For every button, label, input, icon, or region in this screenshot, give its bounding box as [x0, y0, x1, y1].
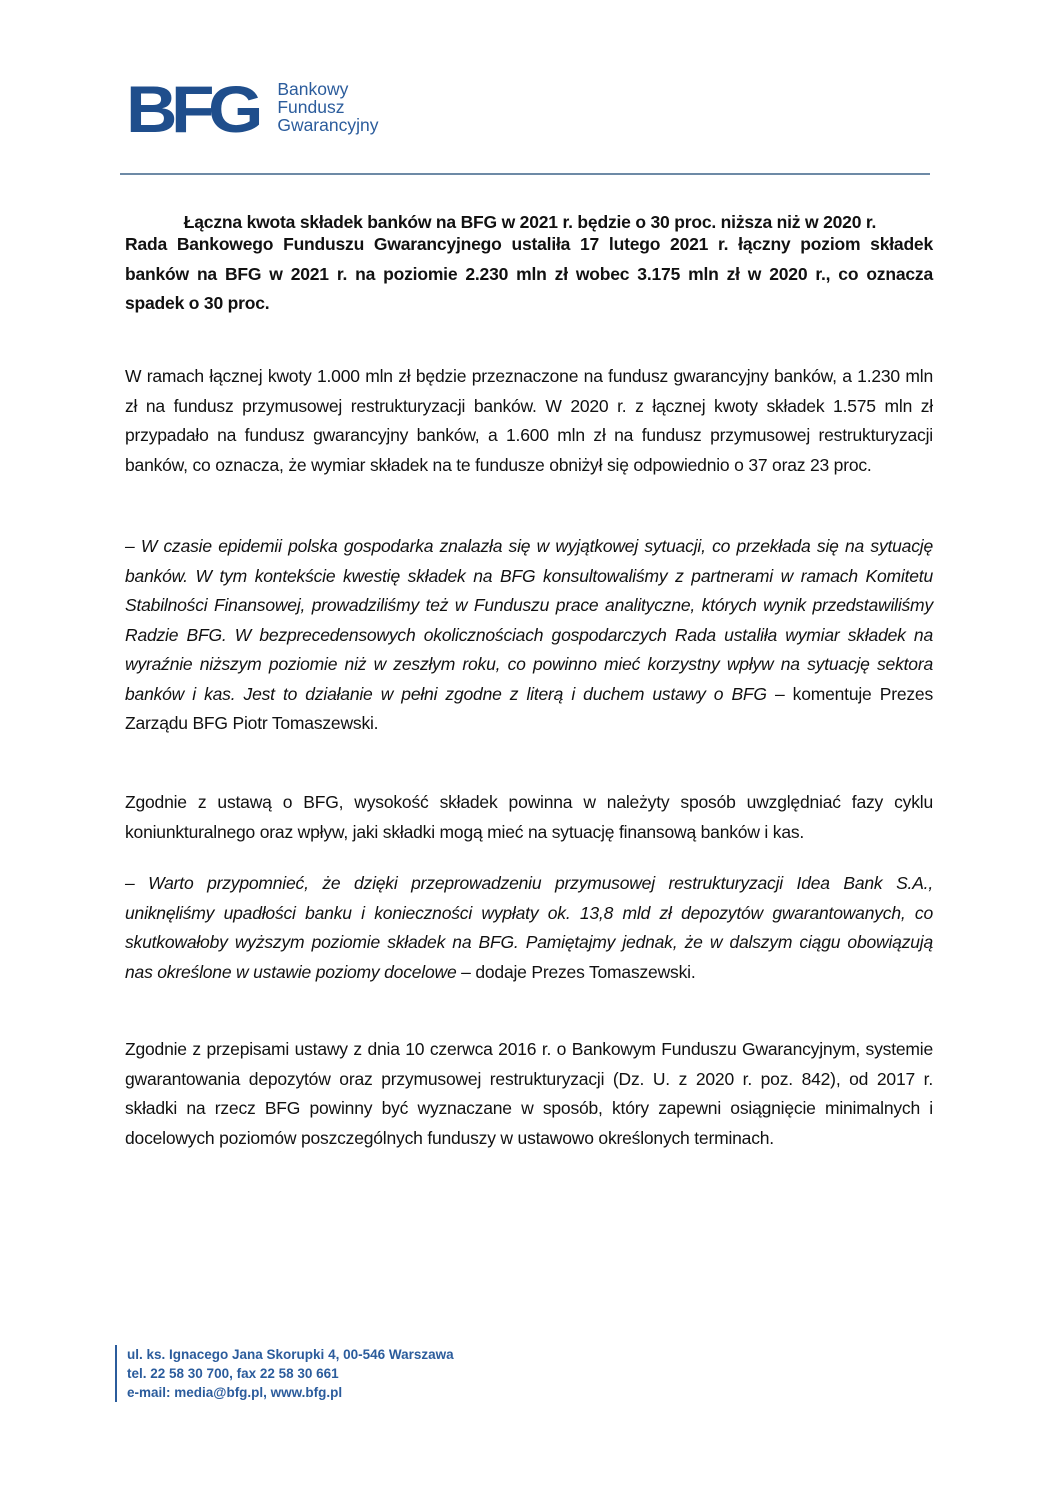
logo-line-1: Bankowy	[277, 79, 349, 99]
header-divider	[120, 173, 930, 175]
footer-phone: tel. 22 58 30 700, fax 22 58 30 661	[127, 1366, 339, 1381]
paragraph-law-cycle: Zgodnie z ustawą o BFG, wysokość składek powinna w należyty sposób uwzględniać fazy cyklu koniunkturalnego oraz wpływ, jaki składki mogą mieć na sytuację finansową banków i kas.	[125, 792, 933, 842]
quote-text-2: – Warto przypomnieć, że dzięki przeprowadzeniu przymusowej restrukturyzacji Idea Bank S.A., uniknęliśmy upadłości banku i konieczności wypłaty ok. 13,8 mld zł depozytów gwarantowanych, co skutkowałoby wyższym poziomie składek na BFG. Pamiętajmy jednak, że w dalszym ciągu obowiązują nas określone w ustawie poziomy docelowe	[125, 873, 933, 982]
quote-attribution-1: – komentuje Prezes Zarządu BFG Piotr Tomaszewski.	[125, 683, 933, 733]
logo-line-2: Fundusz	[277, 97, 345, 117]
quote-attribution-2: – dodaje Prezes Tomaszewski.	[456, 961, 696, 982]
footer-address: ul. ks. Ignacego Jana Skorupki 4, 00-546 Warszawa	[127, 1347, 454, 1362]
lead-paragraph: Rada Bankowego Funduszu Gwarancyjnego ustaliła 17 lutego 2021 r. łączny poziom składek banków na BFG w 2021 r. na poziomie 2.230 mln zł wobec 3.175 mln zł w 2020 r., co oznacza spadek o 30 proc.	[125, 234, 933, 313]
quote-president-2	[125, 869, 933, 987]
paragraph-legal-basis: Zgodnie z przepisami ustawy z dnia 10 czerwca 2016 r. o Bankowym Funduszu Gwarancyjnym, systemie gwarantowania depozytów oraz przymusowej restrukturyzacji (Dz. U. z 2020 r. poz. 842), od 2017 r. składki na rzecz BFG powinny być wyznaczane w sposób, który zapewni osiągnięcie minimalnych i docelowych poziomów poszczególnych funduszy w ustawowo określonych terminach.	[125, 1039, 933, 1148]
footer-email-web[interactable]: e-mail: media@bfg.pl, www.bfg.pl	[127, 1385, 343, 1400]
logo-wordmark	[277, 80, 378, 134]
footer-contact	[115, 1345, 454, 1402]
quote-text-1: – W czasie epidemii polska gospodarka znalazła się w wyjątkowej sytuacji, co przekłada się na sytuację banków. W tym kontekście kwestię składek na BFG konsultowaliśmy z partnerami w ramach Komitetu Stabilności Finansowej, prowadziliśmy też w Funduszu prace analityczne, których wynik przedstawiliśmy Radzie BFG. W bezprecedensowych okolicznościach gospodarczych Rada ustaliła wymiar składek na wyraźnie niższym poziomie niż w zeszłym roku, co powinno mieć korzystny wpływ na sytuację sektora banków i kas. Jest to działanie w pełni zgodne z literą i duchem ustawy o BFG	[125, 536, 933, 704]
document-title: Łączna kwota składek banków na BFG w 2021 r. będzie o 30 proc. niższa niż w 2020 r.	[183, 212, 877, 232]
bfg-logo	[126, 72, 379, 146]
quote-president-1	[125, 532, 933, 739]
logo-mark: BFG	[126, 72, 258, 146]
paragraph-funds-split: W ramach łącznej kwoty 1.000 mln zł będzie przeznaczone na fundusz gwarancyjny banków, a 1.230 mln zł na fundusz przymusowej restrukturyzacji banków. W 2020 r. z łącznej kwoty składek 1.575 mln zł przypadało na fundusz gwarancyjny banków, a 1.600 mln zł na fundusz przymusowej restrukturyzacji banków, co oznacza, że wymiar składek na te fundusze obniżył się odpowiednio o 37 oraz 23 proc.	[125, 366, 933, 475]
logo-line-3: Gwarancyjny	[277, 115, 379, 135]
